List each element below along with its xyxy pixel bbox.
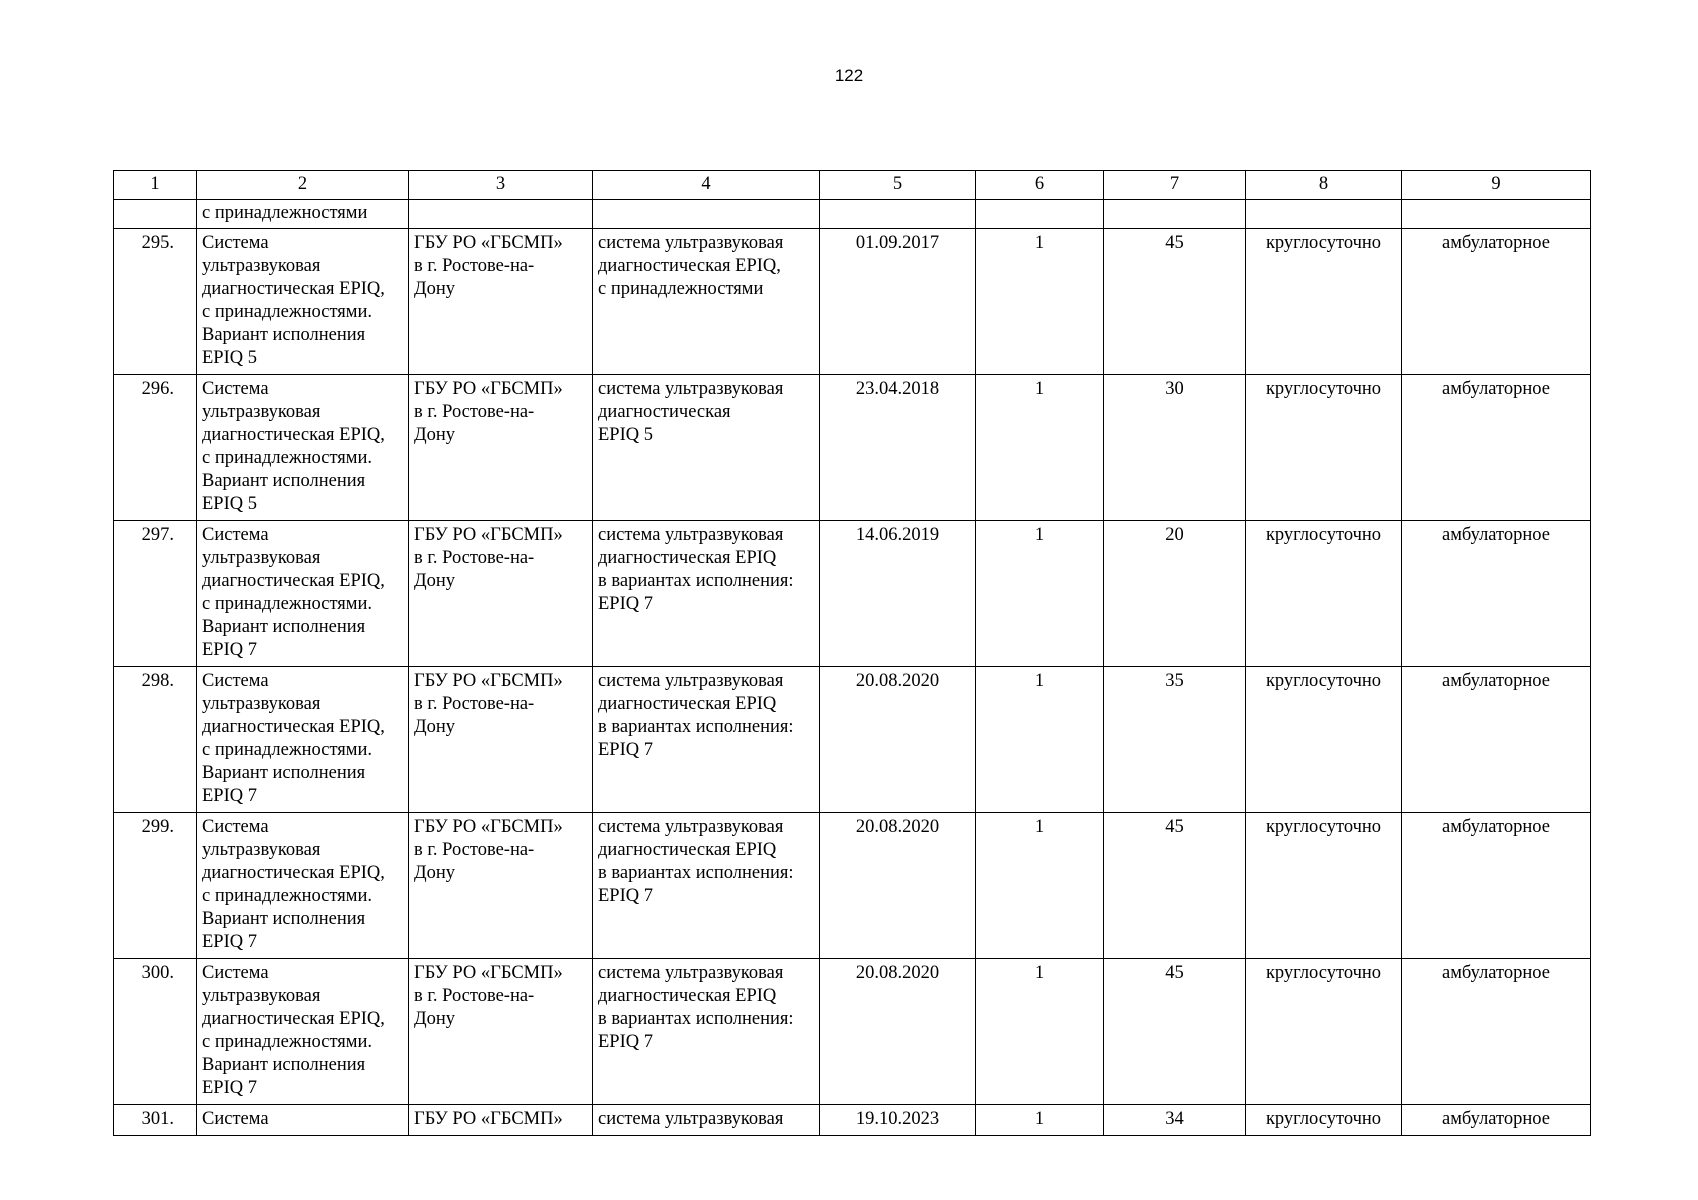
cell-name-line: Вариант исполнения: [202, 763, 366, 784]
cell-name-line: Система: [202, 379, 269, 399]
continuation-row: [114, 200, 1591, 229]
cell-description-line: EPIQ 7: [598, 1032, 653, 1053]
cell-organization-line: ГБУ РО «ГБСМП»: [414, 525, 563, 545]
cell-name-line: ультразвуковая: [202, 694, 321, 715]
cell-name-line: ультразвуковая: [202, 548, 321, 569]
cell-organization-line: ГБУ РО «ГБСМП»: [414, 817, 563, 837]
cell-quantity: 1: [976, 1105, 1104, 1136]
cell-organization-line: Дону: [414, 863, 456, 884]
cell-organization: [409, 200, 593, 229]
table-row: [114, 667, 1591, 813]
cell-col7: 35: [1104, 667, 1246, 813]
cell-organization-line: Дону: [414, 279, 456, 300]
table-row: [114, 375, 1591, 521]
cell-date: [820, 200, 976, 229]
cell-organization-line: ГБУ РО «ГБСМП»: [414, 963, 563, 983]
cell-description-line: система ультразвуковая: [598, 379, 784, 399]
cell-description: [593, 813, 820, 959]
cell-name-line: диагностическая EPIQ,: [202, 863, 385, 884]
cell-col7: 30: [1104, 375, 1246, 521]
cell-organization-line: Дону: [414, 571, 456, 592]
cell-name-line: диагностическая EPIQ,: [202, 1009, 385, 1030]
cell-organization: [409, 375, 593, 521]
cell-name-line: EPIQ 7: [202, 1078, 257, 1099]
cell-name-line: Вариант исполнения: [202, 617, 366, 638]
cell-description-line: в вариантах исполнения:: [598, 1009, 794, 1030]
cell-name-line: Система: [202, 963, 269, 983]
cell-date: 14.06.2019: [820, 521, 976, 667]
cell-description-line: диагностическая: [598, 402, 731, 423]
cell-type: амбулаторное: [1402, 959, 1591, 1105]
cell-name-line: Система: [202, 817, 269, 837]
column-header: 4: [593, 171, 820, 200]
cell-description-line: EPIQ 7: [598, 740, 653, 761]
table-row: [114, 1105, 1591, 1136]
cell-name-line: диагностическая EPIQ,: [202, 571, 385, 592]
cell-organization-line: в г. Ростове-на-: [414, 694, 535, 715]
cell-description: [593, 229, 820, 375]
cell-type: амбулаторное: [1402, 521, 1591, 667]
equipment-table: [113, 170, 1591, 1136]
cell-date: 01.09.2017: [820, 229, 976, 375]
cell-organization: ГБУ РО «ГБСМП»: [409, 1105, 593, 1136]
cell-organization: [409, 521, 593, 667]
cell-number: 301.: [114, 1105, 197, 1136]
cell-type: амбулаторное: [1402, 375, 1591, 521]
cell-name-line: с принадлежностями.: [202, 302, 373, 323]
cell-name-line: Вариант исполнения: [202, 471, 366, 492]
cell-mode: круглосуточно: [1246, 1105, 1402, 1136]
cell-description-line: диагностическая EPIQ: [598, 548, 777, 569]
cell-name: [197, 521, 409, 667]
cell-name-line: EPIQ 7: [202, 640, 257, 661]
table-row: [114, 813, 1591, 959]
cell-organization: [409, 813, 593, 959]
cell-description-line: система ультразвуковая: [598, 525, 784, 545]
cell-name-line: ультразвуковая: [202, 840, 321, 861]
cell-description-line: EPIQ 5: [598, 425, 653, 446]
cell-type: [1402, 200, 1591, 229]
column-header: 5: [820, 171, 976, 200]
column-header: 2: [197, 171, 409, 200]
cell-description-line: диагностическая EPIQ: [598, 694, 777, 715]
cell-organization-line: в г. Ростове-на-: [414, 840, 535, 861]
cell-mode: круглосуточно: [1246, 813, 1402, 959]
cell-name-line: Вариант исполнения: [202, 1055, 366, 1076]
cell-name: Система: [197, 1105, 409, 1136]
column-header: 9: [1402, 171, 1591, 200]
cell-date: 19.10.2023: [820, 1105, 976, 1136]
cell-mode: круглосуточно: [1246, 959, 1402, 1105]
table-row: [114, 959, 1591, 1105]
cell-name-line: ультразвуковая: [202, 402, 321, 423]
cell-col7: [1104, 200, 1246, 229]
cell-organization: [409, 229, 593, 375]
table-row: [114, 229, 1591, 375]
cell-date: 23.04.2018: [820, 375, 976, 521]
cell-name-line: EPIQ 7: [202, 932, 257, 953]
cell-name-line: Система: [202, 671, 269, 691]
cell-mode: круглосуточно: [1246, 521, 1402, 667]
cell-number: 296.: [114, 375, 197, 521]
cell-number: 295.: [114, 229, 197, 375]
column-header: 7: [1104, 171, 1246, 200]
cell-mode: [1246, 200, 1402, 229]
cell-description-line: система ультразвуковая: [598, 233, 784, 253]
cell-description-line: диагностическая EPIQ: [598, 840, 777, 861]
cell-quantity: [976, 200, 1104, 229]
column-header: 8: [1246, 171, 1402, 200]
cell-name: [197, 959, 409, 1105]
cell-organization-line: в г. Ростове-на-: [414, 986, 535, 1007]
cell-description: система ультразвуковая: [593, 1105, 820, 1136]
cell-organization-line: в г. Ростове-на-: [414, 548, 535, 569]
cell-description-line: в вариантах исполнения:: [598, 717, 794, 738]
cell-description-line: система ультразвуковая: [598, 671, 784, 691]
cell-number: [114, 200, 197, 229]
cell-name: [197, 229, 409, 375]
cell-number: 298.: [114, 667, 197, 813]
cell-description-line: система ультразвуковая: [598, 817, 784, 837]
cell-name: [197, 667, 409, 813]
cell-mode: круглосуточно: [1246, 667, 1402, 813]
cell-col7: 45: [1104, 959, 1246, 1105]
cell-name-line: EPIQ 5: [202, 348, 257, 369]
cell-name-line: ультразвуковая: [202, 256, 321, 277]
cell-col7: 34: [1104, 1105, 1246, 1136]
cell-col7: 45: [1104, 813, 1246, 959]
cell-name-line: EPIQ 7: [202, 786, 257, 807]
cell-number: 300.: [114, 959, 197, 1105]
cell-name-line: диагностическая EPIQ,: [202, 717, 385, 738]
cell-type: амбулаторное: [1402, 1105, 1591, 1136]
cell-mode: круглосуточно: [1246, 375, 1402, 521]
cell-number: 297.: [114, 521, 197, 667]
cell-quantity: 1: [976, 667, 1104, 813]
cell-description-line: система ультразвуковая: [598, 963, 784, 983]
cell-name-line: Система: [202, 233, 269, 253]
cell-quantity: 1: [976, 521, 1104, 667]
column-header: 3: [409, 171, 593, 200]
cell-name-line: с принадлежностями.: [202, 1032, 373, 1053]
cell-name-line: Система: [202, 525, 269, 545]
cell-description-line: в вариантах исполнения:: [598, 863, 794, 884]
cell-quantity: 1: [976, 959, 1104, 1105]
cell-name-line: с принадлежностями.: [202, 594, 373, 615]
cell-date: 20.08.2020: [820, 813, 976, 959]
table-row: [114, 521, 1591, 667]
page-number: 122: [834, 66, 864, 85]
cell-description: [593, 959, 820, 1105]
cell-quantity: 1: [976, 229, 1104, 375]
cell-quantity: 1: [976, 813, 1104, 959]
cell-name: [197, 375, 409, 521]
cell-organization-line: в г. Ростове-на-: [414, 256, 535, 277]
cell-organization-line: Дону: [414, 1009, 456, 1030]
cell-organization-line: ГБУ РО «ГБСМП»: [414, 379, 563, 399]
cell-organization: [409, 959, 593, 1105]
cell-col7: 45: [1104, 229, 1246, 375]
cell-description-line: в вариантах исполнения:: [598, 571, 794, 592]
cell-description-line: диагностическая EPIQ: [598, 986, 777, 1007]
cell-description: [593, 521, 820, 667]
cell-date: 20.08.2020: [820, 667, 976, 813]
cell-name-line: ультразвуковая: [202, 986, 321, 1007]
cell-name-line: с принадлежностями.: [202, 740, 373, 761]
cell-description: [593, 667, 820, 813]
cell-name-line: Вариант исполнения: [202, 325, 366, 346]
cell-quantity: 1: [976, 375, 1104, 521]
cell-name-line: диагностическая EPIQ,: [202, 425, 385, 446]
cell-name-line: EPIQ 5: [202, 494, 257, 515]
cell-organization: [409, 667, 593, 813]
cell-description-line: EPIQ 7: [598, 886, 653, 907]
cell-description-line: с принадлежностями: [598, 279, 764, 300]
column-header: 6: [976, 171, 1104, 200]
cell-description: [593, 375, 820, 521]
cell-mode: круглосуточно: [1246, 229, 1402, 375]
cell-description-line: диагностическая EPIQ,: [598, 256, 781, 277]
cell-name-line: с принадлежностями.: [202, 448, 373, 469]
cell-name-line: с принадлежностями.: [202, 886, 373, 907]
cell-organization-line: ГБУ РО «ГБСМП»: [414, 671, 563, 691]
cell-type: амбулаторное: [1402, 813, 1591, 959]
cell-organization-line: ГБУ РО «ГБСМП»: [414, 233, 563, 253]
cell-description: [593, 200, 820, 229]
cell-date: 20.08.2020: [820, 959, 976, 1105]
cell-number: 299.: [114, 813, 197, 959]
cell-organization-line: Дону: [414, 425, 456, 446]
cell-organization-line: Дону: [414, 717, 456, 738]
cell-name-line: диагностическая EPIQ,: [202, 279, 385, 300]
cell-organization-line: в г. Ростове-на-: [414, 402, 535, 423]
cell-type: амбулаторное: [1402, 229, 1591, 375]
cell-name-line: Вариант исполнения: [202, 909, 366, 930]
cell-col7: 20: [1104, 521, 1246, 667]
table-header-row: [114, 171, 1591, 200]
cell-name: с принадлежностями: [197, 200, 409, 229]
cell-description-line: EPIQ 7: [598, 594, 653, 615]
cell-type: амбулаторное: [1402, 667, 1591, 813]
cell-name: [197, 813, 409, 959]
column-header: 1: [114, 171, 197, 200]
